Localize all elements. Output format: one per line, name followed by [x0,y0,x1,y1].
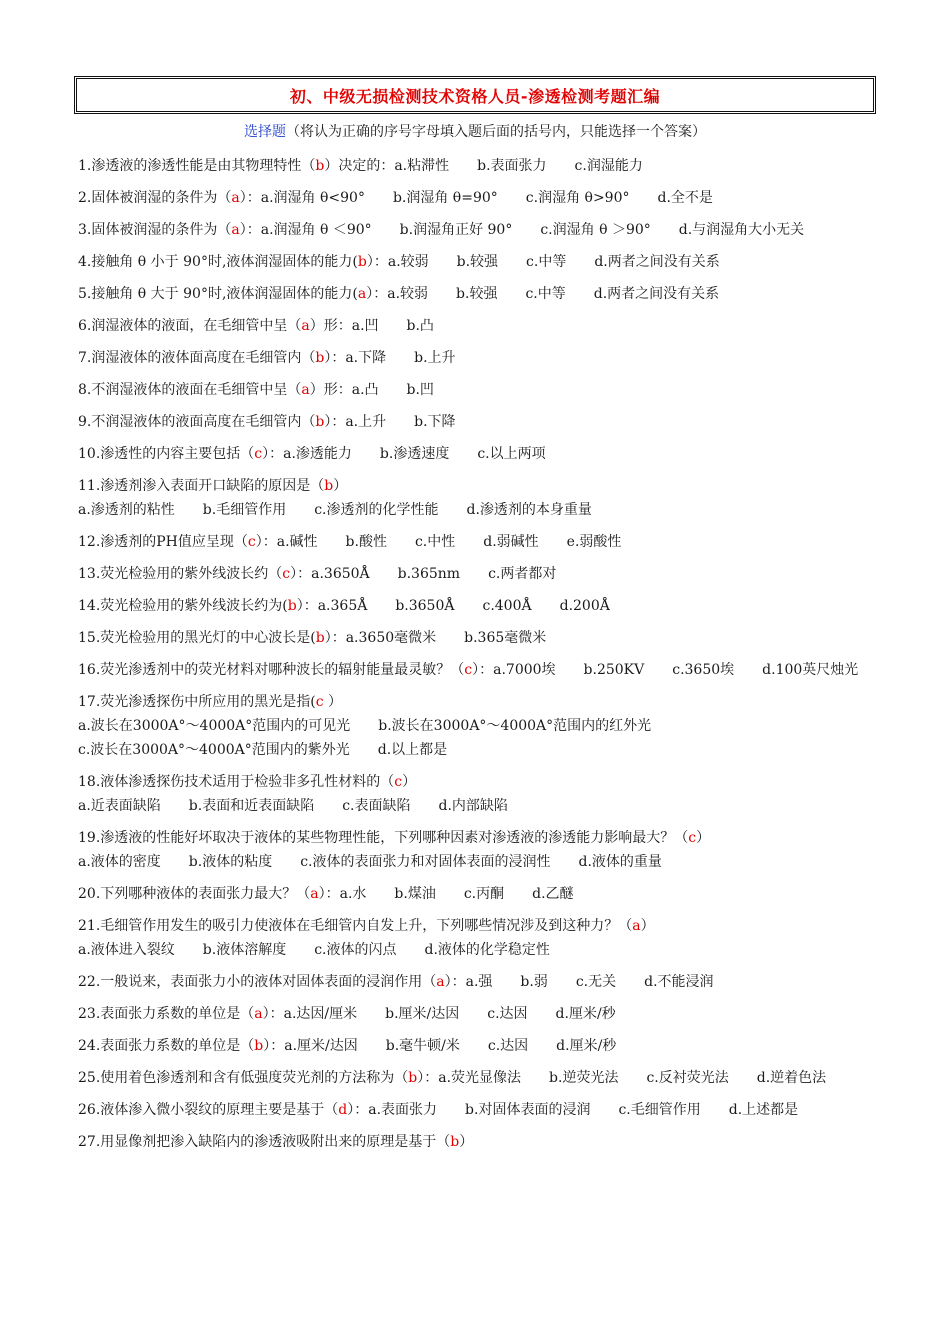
question-stem [78,826,874,850]
question-text-rest: ）：a.润湿角 θ<90° b.润湿角 θ=90° c.润湿角 θ>90° d.全不是 [239,190,713,206]
answer-letter: b [287,598,297,614]
question-item [78,770,874,818]
question-stem [78,1002,874,1026]
answer-letter: b [315,414,325,430]
question-text-rest: ）：a.达因/厘米 b.厘米/达因 c.达因 d.厘米/秒 [262,1006,616,1022]
question-text-rest: ） [459,1134,474,1150]
question-options [78,938,874,962]
question-text-rest: ）：a.强 b.弱 c.无关 d.不能浸润 [444,974,714,990]
question-text: a.液体的密度 b.液体的粘度 c.液体的表面张力和对固体表面的浸润性 d.液体的重量 [78,854,662,870]
question-text: 21.毛细管作用发生的吸引力使液体在毛细管内自发上升，下列哪些情况涉及到这种力？（ [78,918,633,934]
answer-letter: a [231,222,240,238]
question-text: 23.表面张力系数的单位是（ [78,1006,255,1022]
answer-letter: a [632,918,641,934]
answer-letter: b [450,1134,460,1150]
answer-letter: b [324,478,334,494]
question-item [78,250,874,274]
question-text-rest: ）：a.7000埃 b.250KV c.3650埃 d.100英尺烛光 [472,662,859,678]
question-item [78,346,874,370]
question-stem [78,658,874,682]
question-item [78,594,874,618]
question-text-rest: ）：a.碱性 b.酸性 c.中性 d.弱碱性 e.弱酸性 [255,534,622,550]
question-stem [78,914,874,938]
question-stem [78,474,874,498]
question-stem [78,970,874,994]
question-item [78,882,874,906]
question-item [78,282,874,306]
question-options [78,794,874,818]
question-text: a.渗透剂的粘性 b.毛细管作用 c.渗透剂的化学性能 d.渗透剂的本身重量 [78,502,592,518]
question-text-rest: ）：a.润湿角 θ ＜90° b.润湿角正好 90° c.润湿角 θ ＞90° d.与润湿角大小无关 [239,222,805,238]
question-text: 8.不润湿液体的液面在毛细管中呈（ [78,382,302,398]
question-item [78,1002,874,1026]
question-text-rest: ）：a.厘米/达因 b.毫牛顿/米 c.达因 d.厘米/秒 [263,1038,617,1054]
question-text: 1.渗透液的渗透性能是由其物理特性（ [78,158,316,174]
question-text-rest: ） [402,774,417,790]
question-text: 11.渗透剂渗入表面开口缺陷的原因是（ [78,478,325,494]
question-item [78,410,874,434]
question-text: a.近表面缺陷 b.表面和近表面缺陷 c.表面缺陷 d.内部缺陷 [78,798,508,814]
page-title: 初、中级无损检测技术资格人员-渗透检测考题汇编 [289,86,661,106]
question-text: 17.荧光渗透探伤中所应用的黑光是指( [78,694,316,710]
question-text-rest: ）：a.较弱 b.较强 c.中等 d.两者之间没有关系 [366,254,720,270]
question-text: 25.使用着色渗透剂和含有低强度荧光剂的方法称为（ [78,1070,409,1086]
question-stem [78,314,874,338]
answer-letter: b [357,254,367,270]
question-text: 18.液体渗透探伤技术适用于检验非多孔性材料的（ [78,774,395,790]
question-stem [78,562,874,586]
question-item [78,218,874,242]
question-item [78,1098,874,1122]
title-box [74,76,876,114]
question-text: 14.荧光检验用的紫外线波长约为( [78,598,288,614]
answer-letter: a [301,318,310,334]
answer-letter: b [254,1038,264,1054]
question-stem [78,378,874,402]
question-text-rest: ）：a.渗透能力 b.渗透速度 c.以上两项 [262,446,546,462]
question-text-rest: ）：a.3650毫微米 b.365毫微米 [324,630,547,646]
question-stem [78,626,874,650]
answer-letter: a [301,382,310,398]
answer-letter: c [688,830,697,846]
question-text: 26.液体渗入微小裂纹的原理主要是基于（ [78,1102,339,1118]
question-text: 9.不润湿液体的液面高度在毛细管内（ [78,414,316,430]
question-text: a.波长在3000A°～4000A°范围内的可见光 b.波长在3000A°～4000A°范围内的红外光 [78,718,652,734]
question-options [78,714,874,738]
question-stem [78,154,874,178]
question-text-rest: ） [333,478,348,494]
question-text-rest: ） [640,918,655,934]
question-item [78,690,874,762]
question-text-rest: ）：a.较弱 b.较强 c.中等 d.两者之间没有关系 [366,286,720,302]
question-stem [78,882,874,906]
question-options [78,738,874,762]
question-stem [78,218,874,242]
question-text: 7.润湿液体的液体面高度在毛细管内（ [78,350,316,366]
answer-letter: c [394,774,403,790]
question-stem [78,282,874,306]
question-item [78,474,874,522]
question-text: 27.用显像剂把渗入缺陷内的渗透液吸附出来的原理是基于（ [78,1134,451,1150]
section-keyword: 选择题 [244,124,286,140]
question-text: 10.渗透性的内容主要包括（ [78,446,255,462]
question-stem [78,250,874,274]
question-text-rest: ）形：a.凹 b.凸 [309,318,434,334]
question-text-rest: ）：a.水 b.煤油 c.丙酮 d.乙醚 [318,886,574,902]
question-item [78,562,874,586]
question-text-rest: ）形：a.凸 b.凹 [309,382,434,398]
question-stem [78,594,874,618]
question-text-rest: ）决定的：a.粘滞性 b.表面张力 c.润湿能力 [324,158,643,174]
section-instruction: （将认为正确的序号字母填入题后面的括号内，只能选择一个答案） [286,124,706,140]
question-stem [78,346,874,370]
question-item [78,1034,874,1058]
question-text-rest: ）：a.下降 b.上升 [324,350,456,366]
question-item [78,186,874,210]
question-text: 6.润湿液体的液面，在毛细管中呈（ [78,318,302,334]
question-text-rest: ）：a.3650Å b.365nm c.两者都对 [290,566,557,582]
question-stem [78,1130,874,1154]
question-options [78,850,874,874]
question-text: 13.荧光检验用的紫外线波长约（ [78,566,283,582]
answer-letter: b [315,158,325,174]
question-stem [78,410,874,434]
question-item [78,314,874,338]
question-item [78,442,874,466]
question-text: 24.表面张力系数的单位是（ [78,1038,255,1054]
question-stem [78,770,874,794]
question-text: 5.接触角 θ 大于 90°时,液体润湿固体的能力( [78,286,358,302]
question-text: 2.固体被润湿的条件为（ [78,190,232,206]
answer-letter: c [315,694,324,710]
question-stem [78,530,874,554]
answer-letter: c [247,534,256,550]
question-text-rest: ）：a.上升 b.下降 [324,414,456,430]
question-stem [78,690,874,714]
answer-letter: a [254,1006,263,1022]
question-text-rest: ）：a.表面张力 b.对固体表面的浸润 c.毛细管作用 d.上述都是 [347,1102,799,1118]
question-text-rest: ）：a.365Å b.3650Å c.400Å d.200Å [296,598,610,614]
question-options [78,498,874,522]
question-item [78,658,874,682]
question-item [78,826,874,874]
question-text-rest: ） [323,694,343,710]
question-text: 4.接触角 θ 小于 90°时,液体润湿固体的能力( [78,254,358,270]
section-intro [0,122,950,142]
answer-letter: b [315,350,325,366]
question-item [78,154,874,178]
question-text: 12.渗透剂的PH值应呈现（ [78,534,248,550]
answer-letter: a [436,974,445,990]
answer-letter: d [338,1102,348,1118]
question-item [78,378,874,402]
question-stem [78,186,874,210]
answer-letter: a [231,190,240,206]
question-text: 15.荧光检验用的黑光灯的中心波长是( [78,630,316,646]
answer-letter: c [464,662,473,678]
question-text-rest: ）：a.荧光显像法 b.逆荧光法 c.反衬荧光法 d.逆着色法 [417,1070,827,1086]
question-item [78,970,874,994]
answer-letter: b [315,630,325,646]
answer-letter: b [408,1070,418,1086]
question-text: 22.一般说来，表面张力小的液体对固体表面的浸润作用（ [78,974,437,990]
answer-letter: a [310,886,319,902]
question-list [78,154,874,1162]
question-text: 20.下列哪种液体的表面张力最大？（ [78,886,311,902]
answer-letter: c [282,566,291,582]
answer-letter: a [357,286,367,302]
question-item [78,1130,874,1154]
question-text: 16.荧光渗透剂中的荧光材料对哪种波长的辐射能量最灵敏？（ [78,662,465,678]
question-stem [78,1066,874,1090]
question-text: 19.渗透液的性能好坏取决于液体的某些物理性能，下列哪种因素对渗透液的渗透能力影响最大？（ [78,830,689,846]
answer-letter: c [254,446,263,462]
question-stem [78,1034,874,1058]
question-stem [78,1098,874,1122]
question-stem [78,442,874,466]
question-text-rest: ） [696,830,711,846]
question-item [78,530,874,554]
question-text: 3.固体被润湿的条件为（ [78,222,232,238]
question-text: a.液体进入裂纹 b.液体溶解度 c.液体的闪点 d.液体的化学稳定性 [78,942,550,958]
question-item [78,626,874,650]
question-item [78,1066,874,1090]
question-text: c.波长在3000A°～4000A°范围内的紫外光 d.以上都是 [78,742,448,758]
question-item [78,914,874,962]
